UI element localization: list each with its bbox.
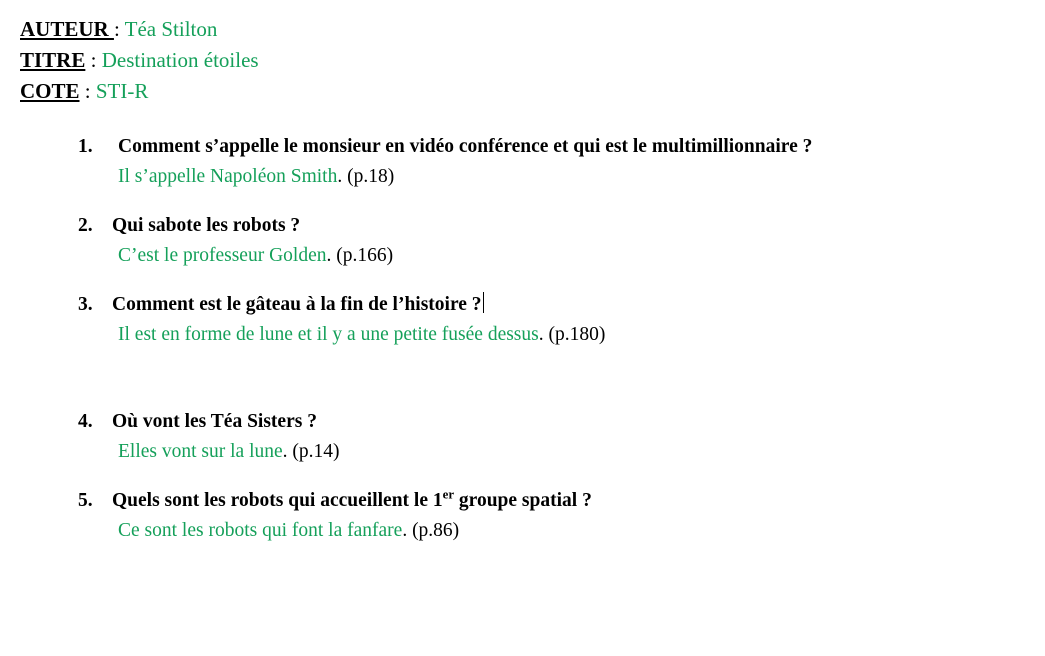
question-text-1: Comment s’appelle le monsieur en vidéo conférence et qui est le multimillionnaire ?	[118, 136, 813, 157]
header-line-cote	[20, 76, 1027, 107]
cote-value: STI-R	[95, 79, 149, 103]
question-answer-list	[78, 133, 1027, 544]
titre-value: Destination étoiles	[101, 48, 259, 72]
qa-item-1	[78, 133, 1027, 190]
qa-item-3	[78, 291, 1027, 348]
question-text-5-ordinal: er	[442, 487, 455, 502]
question-text-5-post: groupe spatial ?	[454, 490, 592, 511]
question-row-5	[78, 487, 1027, 514]
answer-row-4	[118, 438, 1027, 465]
question-number-2: 2.	[78, 215, 93, 236]
answer-text-1: Il s’appelle Napoléon Smith	[118, 166, 338, 187]
answer-page-4: . (p.14)	[282, 441, 340, 462]
question-text-3	[112, 291, 484, 318]
qa-item-4	[78, 408, 1027, 465]
question-row-2	[78, 212, 1027, 239]
answer-text-4: Elles vont sur la lune	[118, 441, 283, 462]
answer-text-2: C’est le professeur Golden	[118, 245, 327, 266]
question-text-2: Qui sabote les robots ?	[112, 215, 301, 236]
cote-separator: :	[84, 79, 91, 103]
answer-page-5: . (p.86)	[402, 520, 460, 541]
question-row-3	[78, 291, 1027, 318]
question-number-3: 3.	[78, 294, 93, 315]
answer-row-3	[118, 321, 1027, 348]
header-line-auteur	[20, 14, 1027, 45]
auteur-separator: :	[113, 17, 120, 41]
question-text-5-pre: Quels sont les robots qui accueillent le 1	[112, 490, 443, 511]
question-number-5: 5.	[78, 490, 93, 511]
auteur-label: AUTEUR	[20, 17, 114, 41]
question-text-4: Où vont les Téa Sisters ?	[112, 411, 317, 432]
question-text-3-content: Comment est le gâteau à la fin de l’histoire ?	[112, 294, 482, 315]
titre-label: TITRE	[20, 48, 86, 72]
answer-row-2	[118, 242, 1027, 269]
question-row-4	[78, 408, 1027, 435]
auteur-value: Téa Stilton	[124, 17, 218, 41]
bibliographic-header	[20, 14, 1027, 107]
answer-text-3: Il est en forme de lune et il y a une petite fusée dessus	[118, 324, 539, 345]
text-cursor-caret	[483, 292, 484, 313]
answer-text-5: Ce sont les robots qui font la fanfare	[118, 520, 403, 541]
answer-page-2: . (p.166)	[326, 245, 394, 266]
question-number-4: 4.	[78, 411, 93, 432]
qa-item-5	[78, 487, 1027, 544]
header-line-titre	[20, 45, 1027, 76]
answer-page-3: . (p.180)	[538, 324, 606, 345]
answer-row-5	[118, 517, 1027, 544]
question-number-1: 1.	[78, 136, 93, 157]
cote-label: COTE	[20, 79, 80, 103]
question-row-1	[78, 133, 1027, 160]
answer-page-1: . (p.18)	[337, 166, 395, 187]
qa-item-2	[78, 212, 1027, 269]
answer-row-1	[118, 163, 1027, 190]
titre-separator: :	[90, 48, 97, 72]
question-text-5	[112, 487, 592, 514]
